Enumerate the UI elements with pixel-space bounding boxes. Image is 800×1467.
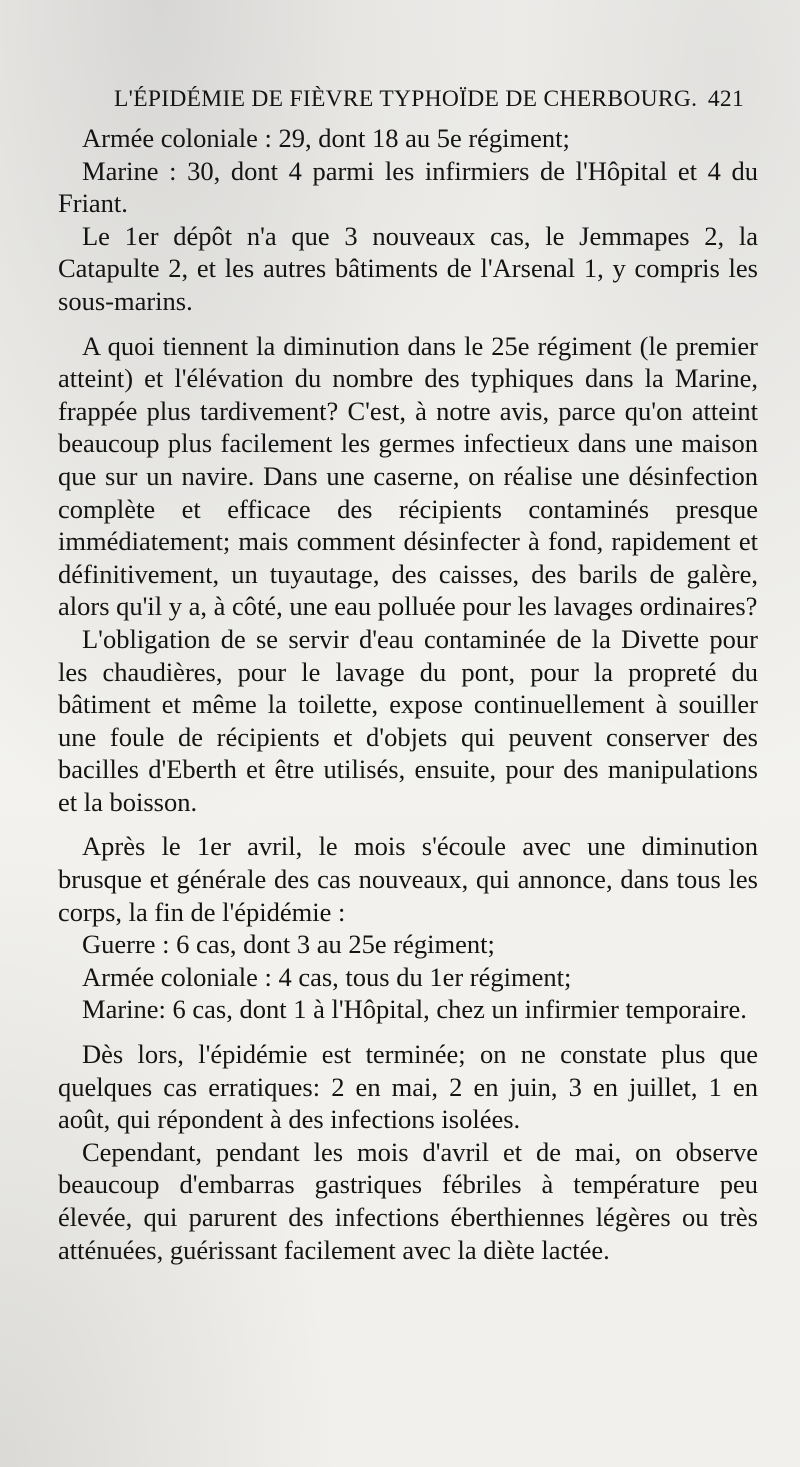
paragraph: Dès lors, l'épidémie est terminée; on ne constate plus que quelques cas erratiques: 2 en mai, 2 en juin, 3 en juillet, 1 en août, qui répondent à des infections isolées. [58,1039,758,1135]
list-item: Armée coloniale : 4 cas, tous du 1er régiment; [82,961,572,992]
list-item: Marine: 6 cas, dont 1 à l'Hôpital, chez un infirmier temporaire. [82,994,747,1025]
paragraph: Le 1er dépôt n'a que 3 nouveaux cas, le Jemmapes 2, la Catapulte 2, et les autres bâtiments de l'Arsenal 1, y compris les sous-marins. [58,220,758,316]
paragraph: Après le 1er avril, le mois s'écoule avec une diminution brusque et générale des cas nouveaux, qui annonce, dans tous les corps, la fin de l'épidémie : [58,831,758,927]
paragraph: Cependant, pendant les mois d'avril et de mai, on observe beaucoup d'embarras gastriques fébriles à température peu élevée, qui parurent des infections éberthiennes légères ou très atténuées, guérissant facilement avec la diète lactée. [58,1136,758,1265]
list-item: Guerre : 6 cas, dont 3 au 25e régiment; [82,929,495,960]
paragraph: Armée coloniale : 29, dont 18 au 5e régiment; [82,123,570,153]
running-title: L'ÉPIDÉMIE DE FIÈVRE TYPHOÏDE DE CHERBOURG. [114,86,698,112]
paragraph: A quoi tiennent la diminution dans le 25e régiment (le premier atteint) et l'élévation du nombre des typhiques dans la Marine, frappée plus tardivement? C'est, à notre avis, parce qu'on atteint beaucoup plus facilement les germes infectieux dans une maison que sur un navire. Dans une caserne, on réalise une désinfection complète et efficace des récipients contaminés presque immédiatement; mais comment désinfecter à fond, rapidement et définitivement, un tuyautage, des caisses, des barils de galère, alors qu'il y a, à côté, une eau polluée pour les lavages ordinaires? [58,330,758,622]
paragraph: L'obligation de se servir d'eau contaminée de la Divette pour les chaudières, pour le lavage du pont, pour la propreté du bâtiment et même la toilette, expose continuellement à souiller une foule de récipients et d'objets qui peuvent conserver des bacilles d'Eberth et être utilisés, ensuite, pour des manipulations et la boisson. [58,623,758,817]
body-text [58,122,758,1266]
running-header [114,86,744,116]
page-number: 421 [707,86,744,112]
paragraph: Marine : 30, dont 4 parmi les infirmiers de l'Hôpital et 4 du Friant. [58,155,758,219]
